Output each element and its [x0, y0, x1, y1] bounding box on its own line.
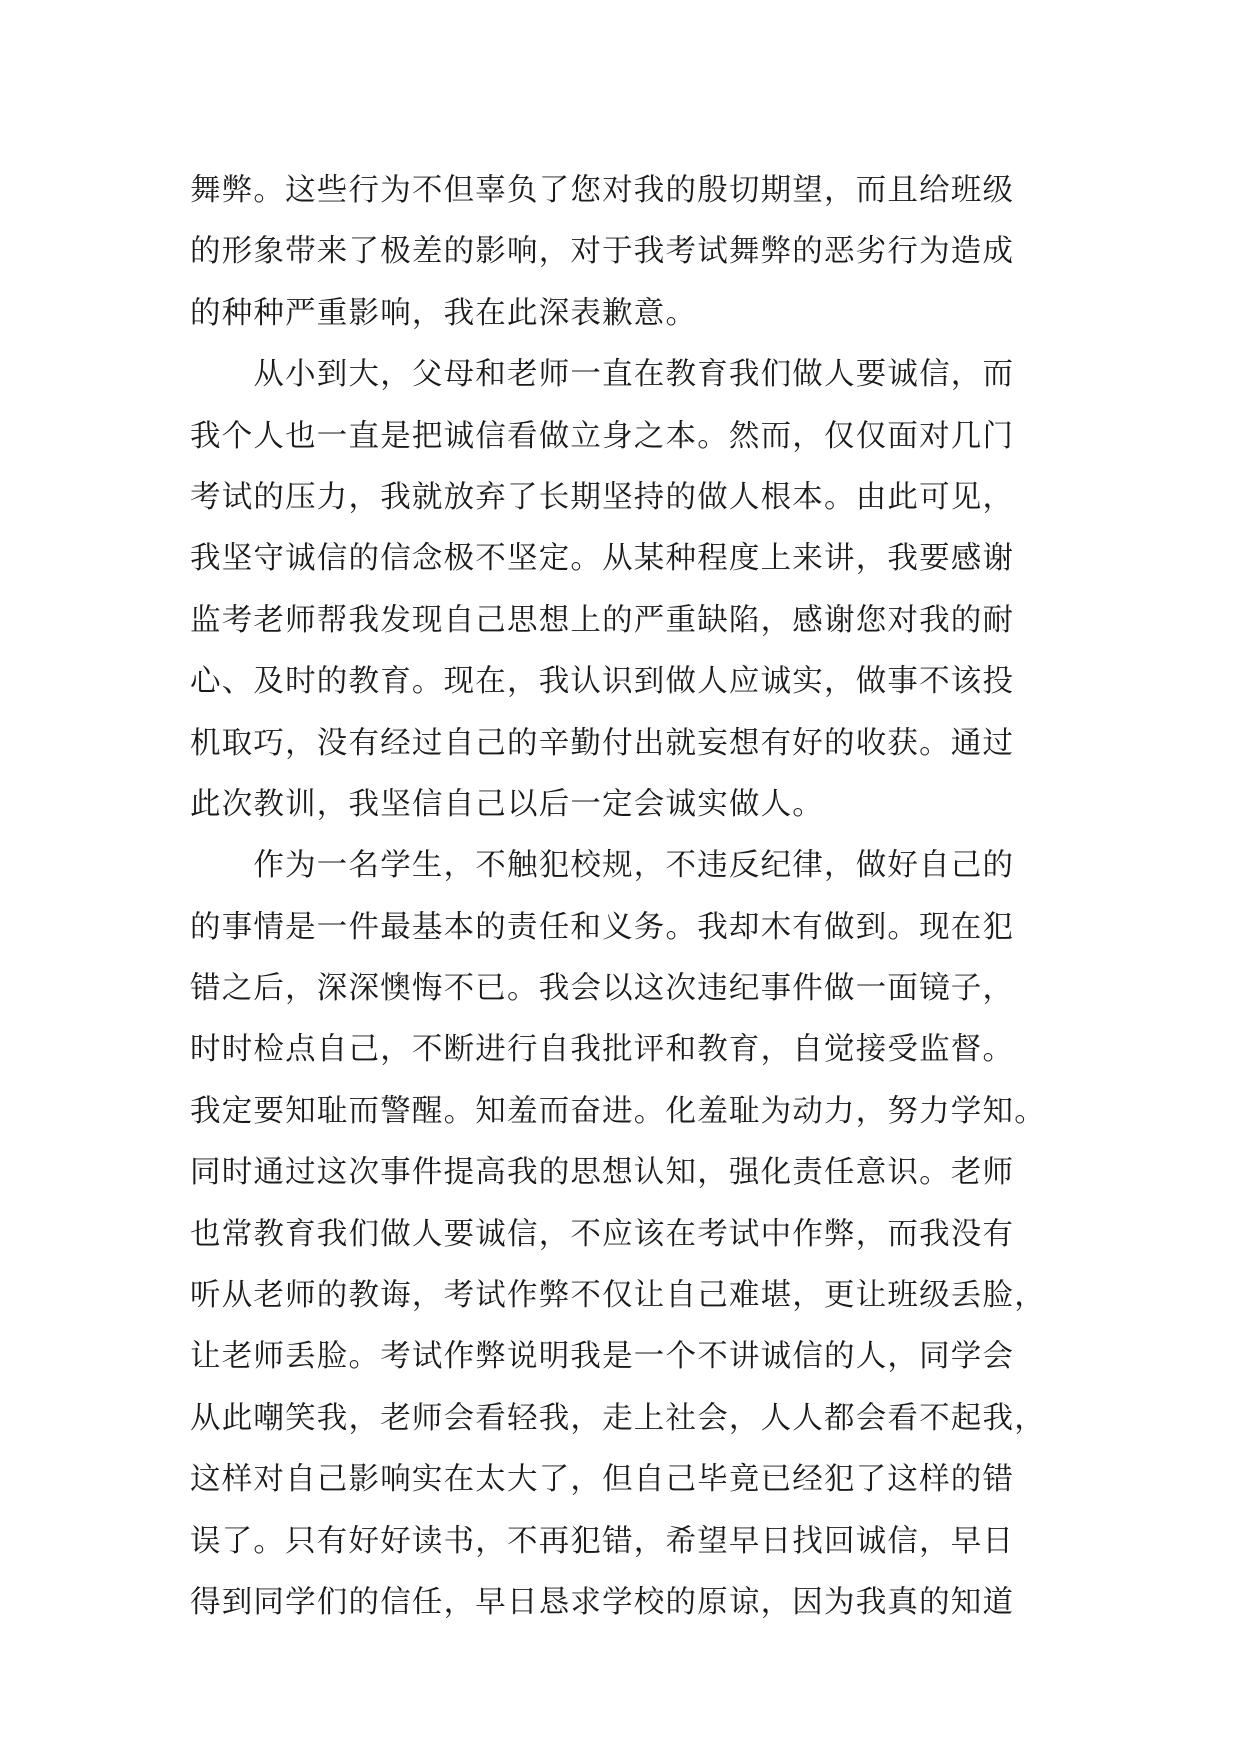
text-line: 从小到大，父母和老师一直在教育我们做人要诚信，而 — [190, 357, 1015, 393]
text-line: 我定要知耻而警醒。知羞而奋进。化羞耻为动力，努力学知。 — [190, 1093, 1046, 1129]
text-line: 考试的压力，我就放弃了长期坚持的做人根本。由此可见， — [190, 479, 1015, 515]
text-line: 的形象带来了极差的影响，对于我考试舞弊的恶劣行为造成 — [190, 234, 1015, 270]
text-line: 心、及时的教育。现在，我认识到做人应诚实，做事不该投 — [190, 664, 1015, 700]
body-text — [190, 160, 1080, 1633]
text-line: 同时通过这次事件提高我的思想认知，强化责任意识。老师 — [190, 1155, 1015, 1191]
text-line: 也常教育我们做人要诚信，不应该在考试中作弊，而我没有 — [190, 1216, 1015, 1252]
text-line: 作为一名学生，不触犯校规，不违反纪律，做好自己的 — [190, 848, 1015, 884]
text-line: 这样对自己影响实在太大了，但自己毕竟已经犯了这样的错 — [190, 1462, 1015, 1498]
text-line: 舞弊。这些行为不但辜负了您对我的殷切期望，而且给班级 — [190, 173, 1015, 208]
text-line: 得到同学们的信任，早日恳求学校的原谅，因为我真的知道 — [190, 1584, 1015, 1620]
text-line: 监考老师帮我发现自己思想上的严重缺陷，感谢您对我的耐 — [190, 602, 1015, 638]
text-line: 时时检点自己，不断进行自我批评和教育，自觉接受监督。 — [190, 1032, 1015, 1068]
text-line: 机取巧，没有经过自己的辛勤付出就妄想有好的收获。通过 — [190, 725, 1015, 761]
text-line: 此次教训，我坚信自己以后一定会诚实做人。 — [190, 786, 824, 822]
text-line: 听从老师的教诲，考试作弊不仅让自己难堪，更让班级丢脸， — [190, 1278, 1046, 1314]
text-line: 从此嘲笑我，老师会看轻我，走上社会，人人都会看不起我， — [190, 1400, 1046, 1436]
text-line: 的事情是一件最基本的责任和义务。我却木有做到。现在犯 — [190, 909, 1015, 945]
text-line: 错之后，深深懊悔不已。我会以这次违纪事件做一面镜子， — [190, 971, 1015, 1007]
text-line: 的种种严重影响，我在此深表歉意。 — [190, 295, 698, 331]
text-line: 我个人也一直是把诚信看做立身之本。然而，仅仅面对几门 — [190, 418, 1015, 454]
text-line: 我坚守诚信的信念极不坚定。从某种程度上来讲，我要感谢 — [190, 541, 1015, 577]
text-line: 让老师丢脸。考试作弊说明我是一个不讲诚信的人，同学会 — [190, 1339, 1015, 1375]
text-line: 误了。只有好好读书，不再犯错，希望早日找回诚信，早日 — [190, 1523, 1015, 1559]
